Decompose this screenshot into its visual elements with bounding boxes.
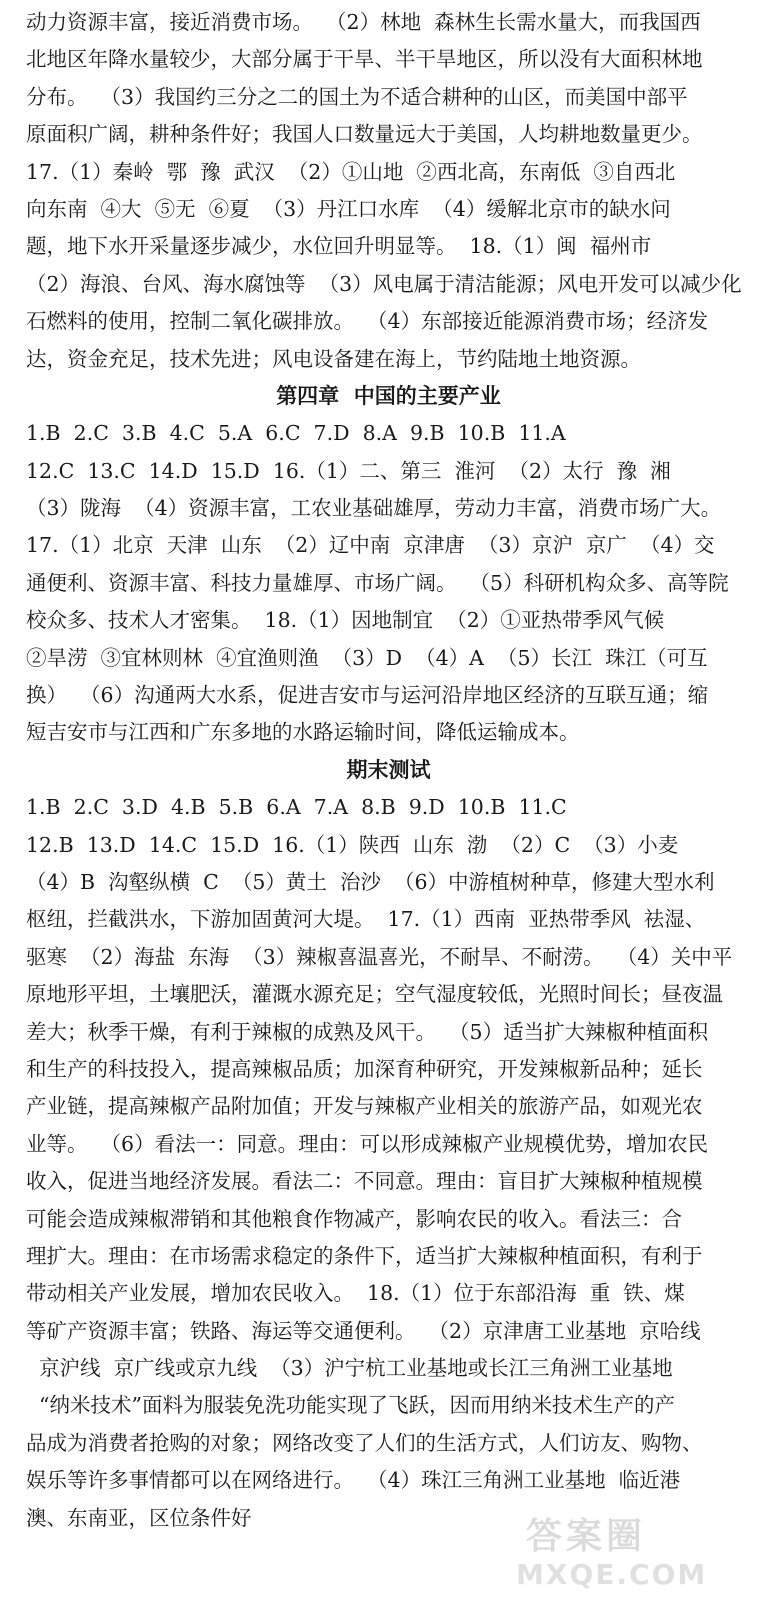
- text-line: 动力资源丰富，接近消费市场。 （2）林地 森林生长需水量大，而我国西: [26, 10, 701, 34]
- text-line: 可能会造成辣椒滞销和其他粮食作物减产，影响农民的收入。看法三：合: [26, 1206, 682, 1231]
- text-line: 业等。 （6）看法一：同意。理由：可以形成辣椒产业规模优势，增加农民: [26, 1131, 709, 1156]
- watermark-logo: [512, 1508, 757, 1594]
- text-line: 题，地下水开采量逐步减少，水位回升明显等。 18.（1）闽 福州市: [26, 234, 652, 259]
- watermark-text-bottom: MXQE.COM: [516, 1558, 708, 1591]
- text-line: 17.（1）秦岭 鄂 豫 武汉 （2）①山地 ②西北高，东南低 ③自西北: [26, 159, 676, 184]
- text-line: （3）陇海 （4）资源丰富，工农业基础雄厚，劳动力丰富，消费市场广大。: [26, 496, 722, 521]
- text-line: 1.B 2.C 3.B 4.C 5.A 6.C 7.D 8.A 9.B 10.B 11.A: [26, 421, 566, 446]
- section-heading: 期末测试: [346, 757, 431, 782]
- text-line: 12.C 13.C 14.D 15.D 16.（1）二、第三 淮河 （2）太行 豫 湘: [26, 458, 671, 483]
- text-line: 石燃料的使用，控制二氧化碳排放。 （4）东部接近能源消费市场；经济发: [26, 309, 709, 334]
- text-line: 向东南 ④大 ⑤无 ⑥夏 （3）丹江口水库 （4）缓解北京市的缺水问: [26, 196, 671, 221]
- text-line: 分布。 （3）我国约三分之二的国土为不适合耕种的山区，而美国中部平: [26, 84, 688, 109]
- text-line: 校众多、技术人才密集。 18.（1）因地制宜 （2）①亚热带季风气候: [26, 608, 665, 633]
- text-line: 和生产的科技投入，提高辣椒品质；加深育种研究，开发辣椒新品种；延长: [26, 1056, 703, 1081]
- text-line: 澳、东南亚，区位条件好: [26, 1505, 252, 1530]
- text-line: （4）B 沟壑纵横 C （5）黄土 治沙 （6）中游植树种草，修建大型水利: [26, 869, 715, 894]
- chapter-heading: 第四章 中国的主要产业: [276, 383, 501, 408]
- text-line: 京沪线 京广线或京九线 （3）沪宁杭工业基地或长江三角洲工业基地: [26, 1356, 673, 1381]
- text-line: 通便利、资源丰富、科技力量雄厚、市场广阔。 （5）科研机构众多、高等院: [26, 570, 729, 595]
- text-line: （2）海浪、台风、海水腐蚀等 （3）风电属于清洁能源；风电开发可以减少化: [26, 271, 742, 296]
- text-line: 收入，促进当地经济发展。看法二：不同意。理由：盲目扩大辣椒种植规模: [26, 1169, 703, 1194]
- text-line: 驱寒 （2）海盐 东海 （3）辣椒喜温喜光，不耐旱、不耐涝。 （4）关中平: [26, 944, 733, 969]
- text-line: 北地区年降水量较少，大部分属于干旱、半干旱地区，所以没有大面积林地: [26, 47, 703, 72]
- text-line: 理扩大。理由：在市场需求稳定的条件下，适当扩大辣椒种植面积，有利于: [26, 1243, 703, 1268]
- text-line: 达，资金充足，技术先进；风电设备建在海上，节约陆地土地资源。: [26, 346, 641, 371]
- text-line: 差大；秋季干燥，有利于辣椒的成熟及风干。 （5）适当扩大辣椒种植面积: [26, 1019, 709, 1044]
- text-line: 17.（1）北京 天津 山东 （2）辽中南 京津唐 （3）京沪 京广 （4）交: [26, 533, 715, 558]
- text-line: 短吉安市与江西和广东多地的水路运输时间，降低运输成本。: [26, 720, 580, 745]
- text-line: 12.B 13.D 14.C 15.D 16.（1）陕西 山东 渤 （2）C （3）小麦: [26, 832, 679, 857]
- text-line: 枢纽，拦截洪水，下游加固黄河大堤。 17.（1）西南 亚热带季风 祛湿、: [26, 907, 706, 932]
- text-line: 换） （6）沟通两大水系，促进吉安市与运河沿岸地区经济的互联互通；缩: [26, 683, 709, 708]
- text-line: 带动相关产业发展，增加农民收入。 18.（1）位于东部沿海 重 铁、煤: [26, 1281, 685, 1306]
- text-line: 品成为消费者抢购的对象；网络改变了人们的生活方式，人们访友、购物、: [26, 1430, 703, 1455]
- text-line: 原面积广阔，耕种条件好；我国人口数量远大于美国，人均耕地数量更少。: [26, 122, 703, 147]
- text-line: 产业链，提高辣椒产品附加值；开发与辣椒产业相关的旅游产品，如观光农: [26, 1094, 703, 1119]
- text-line: 等矿产资源丰富；铁路、海运等交通便利。 （2）京津唐工业基地 京哈线: [26, 1318, 701, 1343]
- text-line: 原地形平坦，土壤肥沃，灌溉水源充足；空气湿度较低，光照时间长；昼夜温: [26, 982, 723, 1007]
- text-line: 1.B 2.C 3.D 4.B 5.B 6.A 7.A 8.B 9.D 10.B 11.C: [26, 795, 567, 820]
- text-line: ②旱涝 ③宜林则林 ④宜渔则渔 （3）D （4）A （5）长江 珠江（可互: [26, 645, 708, 670]
- watermark-text-top: 答案圈: [526, 1516, 647, 1557]
- text-line: 娱乐等许多事情都可以在网络进行。 （4）珠江三角洲工业基地 临近港: [26, 1468, 681, 1493]
- text-line: “纳米技术”面料为服装免洗功能实现了飞跃，因而用纳米技术生产的产: [26, 1393, 675, 1418]
